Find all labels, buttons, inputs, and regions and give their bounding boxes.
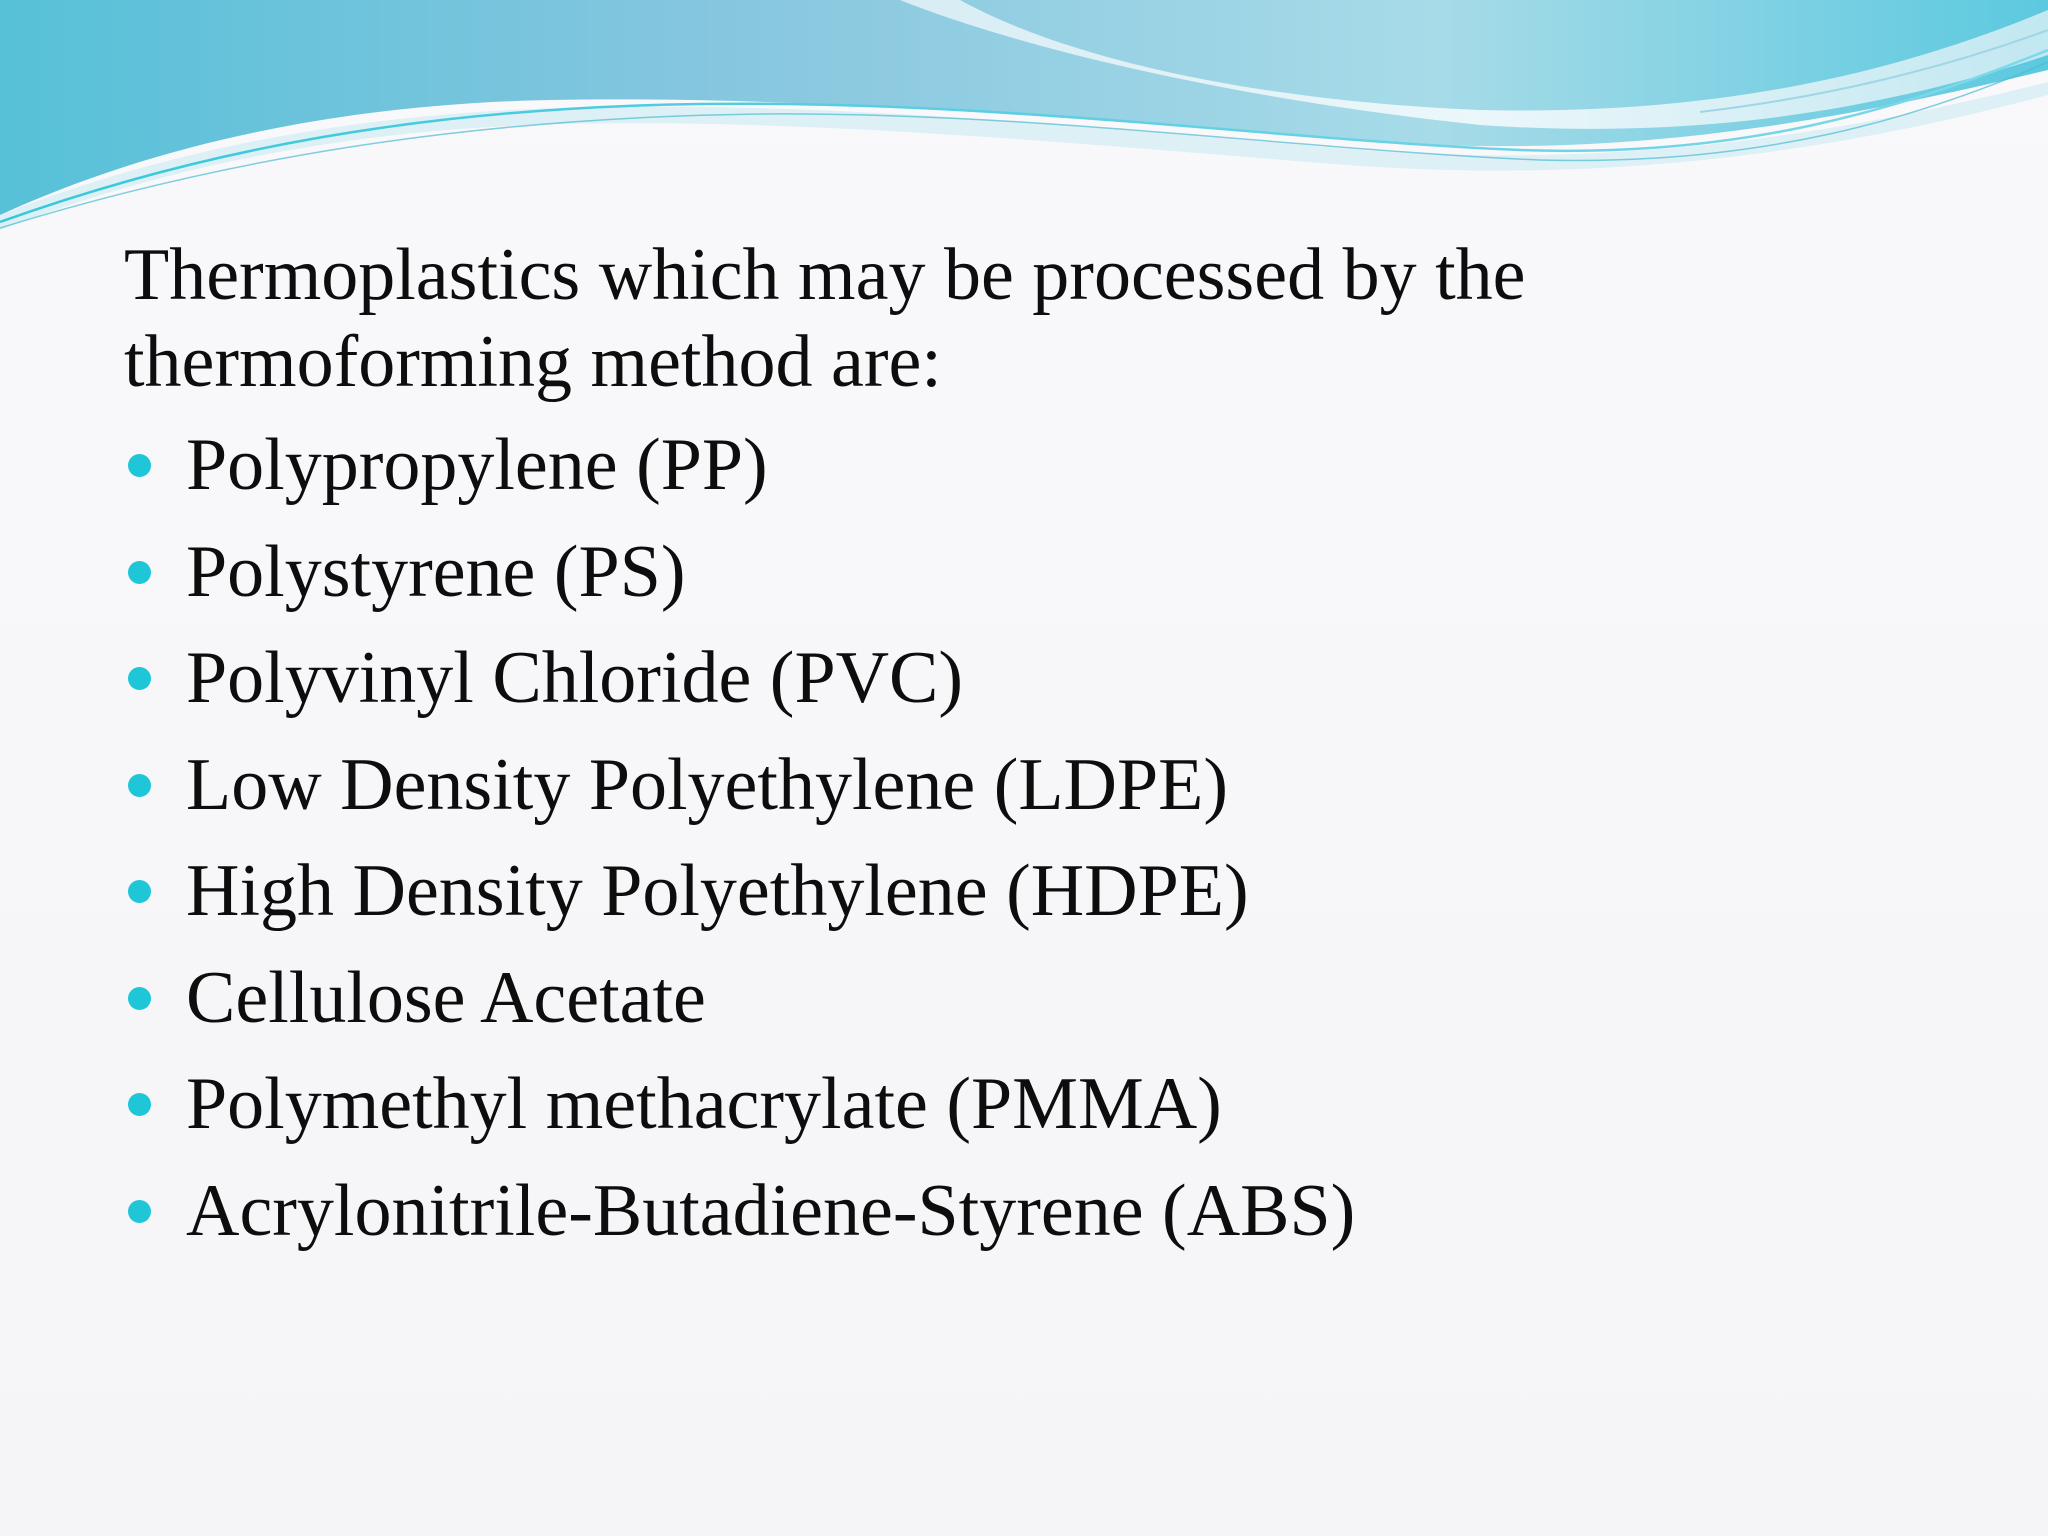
list-item-label: Polymethyl methacrylate (PMMA) — [186, 1063, 1222, 1145]
list-item — [124, 838, 1944, 945]
list-item-label: Cellulose Acetate — [186, 956, 706, 1039]
header-wave-decoration — [0, 0, 2048, 240]
list-item — [124, 732, 1944, 839]
intro-line-2: thermoforming method are: — [124, 321, 942, 403]
list-item — [124, 1051, 1944, 1158]
list-item-label: High Density Polyethylene (HDPE) — [186, 850, 1249, 932]
bullet-dot-icon — [128, 561, 151, 584]
list-item — [124, 412, 1944, 519]
list-item — [124, 625, 1944, 732]
intro-text — [124, 232, 1724, 406]
bullet-dot-icon — [128, 1200, 151, 1223]
list-item — [124, 945, 1944, 1052]
thermoplastics-list — [124, 412, 1944, 1264]
bullet-dot-icon — [128, 987, 151, 1010]
slide-content — [124, 232, 1944, 1264]
list-item — [124, 1158, 1944, 1265]
bullet-dot-icon — [128, 774, 151, 797]
list-item-label: Low Density Polyethylene (LDPE) — [186, 743, 1228, 826]
bullet-dot-icon — [128, 667, 151, 690]
list-item-label: Acrylonitrile-Butadiene-Styrene (ABS) — [186, 1169, 1356, 1252]
bullet-dot-icon — [128, 880, 151, 903]
list-item-label: Polystyrene (PS) — [186, 530, 686, 613]
list-item-label: Polypropylene (PP) — [186, 424, 768, 506]
bullet-dot-icon — [128, 454, 151, 477]
intro-line-1: Thermoplastics which may be processed by the — [124, 234, 1526, 316]
list-item — [124, 519, 1944, 626]
bullet-dot-icon — [128, 1093, 151, 1116]
list-item-label: Polyvinyl Chloride (PVC) — [186, 637, 964, 719]
